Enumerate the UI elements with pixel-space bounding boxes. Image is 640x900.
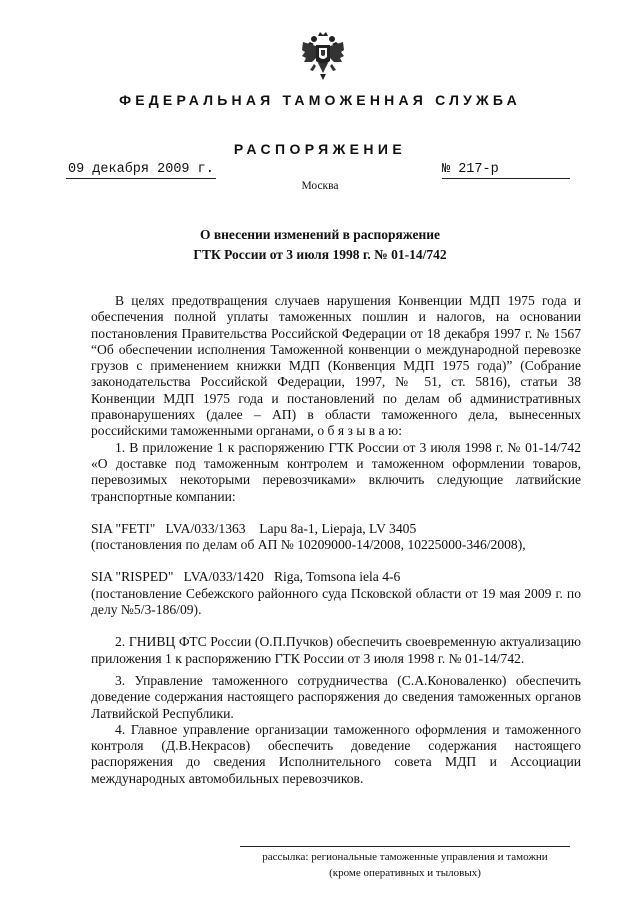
company-2-line: SIA "RISPED" LVA/033/1420 Riga, Tomsona iela 4-6 xyxy=(91,569,401,585)
item-2-paragraph: 2. ГНИВЦ ФТС России (О.П.Пучков) обеспечить своевременную актуализацию приложения 1 к распоряжению ГТК России от 3 июля 1998 г. № 01-14/742. xyxy=(91,634,581,666)
item-3-paragraph: 3. Управление таможенного сотрудничества (С.А.Коноваленко) обеспечить доведение содержания настоящего распоряжения до сведения таможенных органов Латвийской Республики. xyxy=(91,672,581,721)
document-number: № 217-р xyxy=(442,162,570,179)
item-1-paragraph: 1. В приложение 1 к распоряжению ГТК России от 3 июля 1998 г. № 01-14/742 «О доставке под таможенным контролем и таможенном оформлении товаров, перевозимых некоторыми перевозчиками» включить следующие латвийские транспортные компании: xyxy=(91,439,581,504)
document-title xyxy=(0,225,640,265)
document-city: Москва xyxy=(301,180,339,192)
title-line-1: О внесении изменений в распоряжение xyxy=(199,227,441,242)
document-body xyxy=(91,293,581,787)
company-1-line: SIA "FETI" LVA/033/1363 Lapu 8a-1, Liepaja, LV 3405 xyxy=(91,520,417,536)
distribution-list xyxy=(240,846,570,881)
document-date: 09 декабря 2009 г. xyxy=(66,162,216,179)
intro-paragraph: В целях предотвращения случаев нарушения Конвенции МДП 1975 года и обеспечения полной уплаты таможенных пошлин и налогов, на основании постановления Правительства Российской Федерации от 18 декабря 1997 г. № 1567 “Об обеспечении исполнения Таможенной конвенции о международной перевозке грузов с применением книжки МДП (Конвенция МДП 1975 года)” (Собрание законодательства Российской Федерации, 1997, № 51, ст. 5816), статьи 38 Конвенции МДП 1975 года и постановлений по делам об административных правонарушениях (далее – АП) в области таможенного дела, вынесенных российскими таможенными органами, о б я з ы в а ю: xyxy=(91,293,581,439)
company-2-basis: (постановление Себежского районного суда Псковской области от 19 мая 2009 г. по делу №5/3-186/09). xyxy=(91,585,581,618)
item-4-paragraph: 4. Главное управление организации таможенного оформления и таможенного контроля (Д.В.Некрасов) обеспечить доведение содержания настоящего распоряжения до сведения Исполнительного совета МДП и Ассоциации международных автомобильных перевозчиков. xyxy=(91,721,581,786)
company-1-basis: (постановления по делам об АП № 10209000-14/2008, 10225000-346/2008), xyxy=(91,537,526,553)
title-line-2: ГТК России от 3 июля 1998 г. № 01-14/742 xyxy=(193,247,447,262)
double-headed-eagle-coat-of-arms-icon xyxy=(300,30,346,82)
agency-name: ФЕДЕРАЛЬНАЯ ТАМОЖЕННАЯ СЛУЖБА xyxy=(119,92,521,108)
distribution-line-2: (кроме оперативных и тыловых) xyxy=(329,867,481,879)
distribution-line-1: рассылка: региональные таможенные управления и таможни xyxy=(262,851,548,863)
document-type: РАСПОРЯЖЕНИЕ xyxy=(233,141,407,157)
